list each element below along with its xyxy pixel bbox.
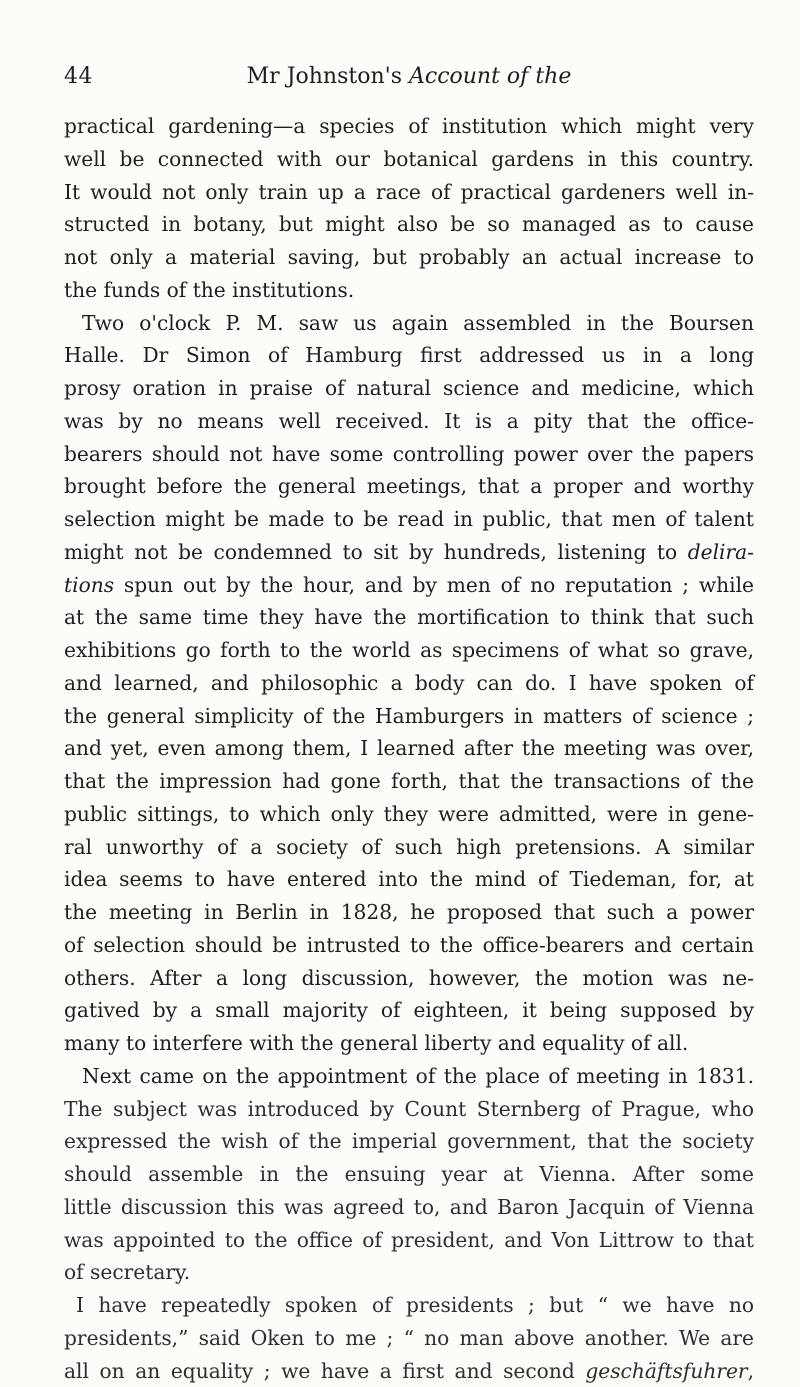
text-segment: spun out by the hour, and by men of no reputation ; while [114, 573, 754, 597]
text-line: and learned, and philosophic a body can do. I have spoken of [64, 667, 754, 700]
text-line: Halle. Dr Simon of Hamburg first addressed us in a long [64, 339, 754, 372]
text-segment: might not be condemned to sit by hundreds, listening to [64, 540, 677, 564]
text-line: public sittings, to which only they were admitted, were in gene- [64, 798, 754, 831]
text-line: of selection should be intrusted to the office-bearers and certain [64, 929, 754, 962]
page-header [64, 64, 754, 104]
text-segment: all on an equality ; we have a first and second [64, 1359, 575, 1383]
text-line: exhibitions go forth to the world as specimens of what so grave, [64, 634, 754, 667]
text-line: ral unworthy of a society of such high pretensions. A similar [64, 831, 754, 864]
text-line: of secretary. [64, 1256, 754, 1289]
text-line: The subject was introduced by Count Sternberg of Prague, who [64, 1093, 754, 1126]
text-line: idea seems to have entered into the mind of Tiedeman, for, at [64, 863, 754, 896]
text-line: the general simplicity of the Hamburgers in matters of science ; [64, 700, 754, 733]
text-line: others. After a long discussion, however, the motion was ne- [64, 962, 754, 995]
text-line: brought before the general meetings, that a proper and worthy [64, 470, 754, 503]
text-line: well be connected with our botanical gardens in this country. [64, 143, 754, 176]
paragraph-start-line: Two o'clock P. M. saw us again assembled in the Boursen [64, 307, 754, 340]
text-line: presidents,” said Oken to me ; “ no man above another. We are [64, 1322, 754, 1355]
text-line: It would not only train up a race of practical gardeners well in- [64, 176, 754, 209]
text-segment: , [748, 1359, 754, 1383]
text-line: many to interfere with the general liberty and equality of all. [64, 1027, 754, 1060]
text-line: little discussion this was agreed to, and Baron Jacquin of Vienna [64, 1191, 754, 1224]
text-line: gatived by a small majority of eighteen, it being supposed by [64, 994, 754, 1027]
text-line: that the impression had gone forth, that the transactions of the [64, 765, 754, 798]
italic-word: delira- [688, 540, 754, 564]
italic-word: geschäftsfuhrer [585, 1359, 747, 1383]
text-line: not only a material saving, but probably an actual increase to [64, 241, 754, 274]
italic-word: tions [64, 573, 114, 597]
text-line: the funds of the institutions. [64, 274, 754, 307]
paragraph-start-line: Next came on the appointment of the place of meeting in 1831. [64, 1060, 754, 1093]
running-head-title: Account of the [409, 64, 571, 89]
body-text [64, 110, 754, 1387]
text-line-with-italic [64, 569, 754, 602]
page-number: 44 [64, 64, 93, 89]
text-line: the meeting in Berlin in 1828, he proposed that such a power [64, 896, 754, 929]
text-line-with-italic [64, 536, 754, 569]
paragraph-start-line: I have repeatedly spoken of presidents ; but “ we have no [64, 1289, 754, 1322]
text-line: prosy oration in praise of natural science and medicine, which [64, 372, 754, 405]
text-line: structed in botany, but might also be so managed as to cause [64, 208, 754, 241]
text-line: at the same time they have the mortification to think that such [64, 601, 754, 634]
running-head-author: Mr Johnston's [247, 64, 409, 89]
text-line: and yet, even among them, I learned after the meeting was over, [64, 732, 754, 765]
text-line: bearers should not have some controlling power over the papers [64, 438, 754, 471]
text-line: practical gardening—a species of institution which might very [64, 110, 754, 143]
text-line: expressed the wish of the imperial government, that the society [64, 1125, 754, 1158]
text-line: was by no means well received. It is a pity that the office- [64, 405, 754, 438]
text-line: was appointed to the office of president, and Von Littrow to that [64, 1224, 754, 1257]
text-line: should assemble in the ensuing year at Vienna. After some [64, 1158, 754, 1191]
text-line: selection might be made to be read in public, that men of talent [64, 503, 754, 536]
running-head [64, 64, 754, 89]
text-line-with-italic [64, 1355, 754, 1387]
